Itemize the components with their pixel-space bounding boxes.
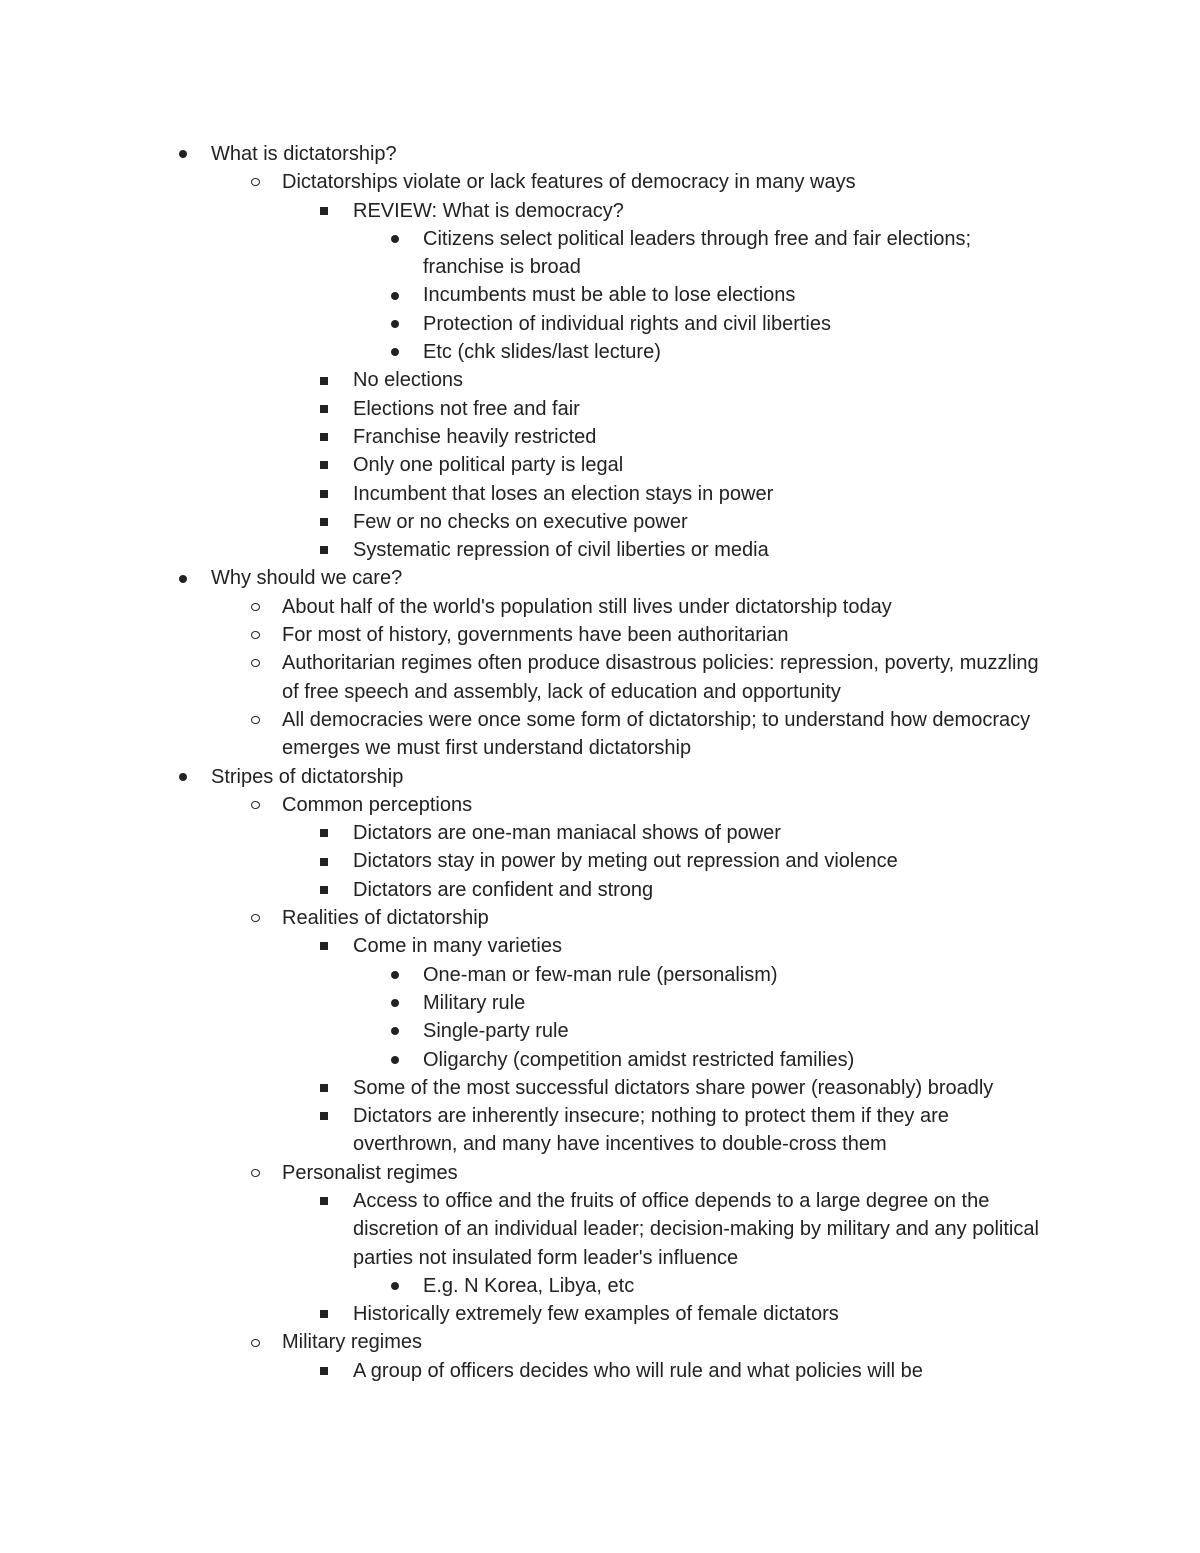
square-bullet-icon (316, 197, 332, 225)
outline-item-level-2 (0, 1102, 1048, 1159)
disc-bullet-icon (387, 989, 403, 1017)
circle-bullet-icon (247, 168, 263, 196)
outline-item-text: Incumbents must be able to lose elections (423, 284, 796, 307)
outline-item-text: Access to office and the fruits of office depends to a large degree on the discretion of an individual leader; decision-making by military and any political parties not insulated form leader's influence (353, 1189, 1039, 1269)
outline-item-text: Few or no checks on executive power (353, 510, 688, 533)
outline-item-level-3 (0, 1046, 1023, 1074)
outline-item-level-2 (0, 395, 1048, 423)
disc-bullet-icon (387, 1017, 403, 1045)
outline-item-level-1 (0, 649, 1042, 706)
outline-item-level-1 (0, 1328, 1042, 1356)
outline-item-text: Dictators are confident and strong (353, 878, 654, 901)
outline-item-text: Why should we care? (211, 567, 403, 590)
outline-item-text: Etc (chk slides/last lecture) (423, 341, 661, 364)
outline-item-text: No elections (353, 369, 464, 392)
square-bullet-icon (316, 847, 332, 875)
square-bullet-icon (316, 480, 332, 508)
square-bullet-icon (316, 876, 332, 904)
outline-item-text: Dictators are inherently insecure; nothing to protect them if they are overthrown, and many have incentives to double-cross them (353, 1105, 949, 1156)
outline-item-level-2 (0, 1300, 1048, 1328)
outline-item-level-0 (0, 763, 1041, 791)
outline-item-level-3 (0, 310, 1023, 338)
outline-item-level-3 (0, 1017, 1023, 1045)
circle-bullet-icon (247, 621, 263, 649)
outline-item-level-1 (0, 593, 1042, 621)
outline-item-text: Systematic repression of civil liberties or media (353, 539, 769, 562)
outline-item-level-2 (0, 197, 1048, 225)
outline-item-level-0 (0, 564, 1041, 592)
disc-bullet-icon (387, 338, 403, 366)
outline-item-text: REVIEW: What is democracy? (353, 199, 624, 222)
disc-bullet-icon (387, 961, 403, 989)
outline-item-level-1 (0, 904, 1042, 932)
outline-item-level-2 (0, 451, 1048, 479)
outline-item-text: Only one political party is legal (353, 454, 624, 477)
outline-item-text: One-man or few-man rule (personalism) (423, 963, 778, 986)
outline-item-level-2 (0, 876, 1048, 904)
outline-item-level-3 (0, 281, 1023, 309)
disc-bullet-icon (387, 1272, 403, 1300)
outline-item-text: Citizens select political leaders through free and fair elections; franchise is broad (423, 227, 972, 279)
square-bullet-icon (316, 1357, 332, 1385)
outline-item-level-2 (0, 536, 1048, 564)
square-bullet-icon (316, 1300, 332, 1328)
outline-item-level-2 (0, 423, 1048, 451)
square-bullet-icon (316, 451, 332, 479)
square-bullet-icon (316, 366, 332, 394)
outline-item-level-2 (0, 819, 1048, 847)
outline-item-text: Dictators are one-man maniacal shows of power (353, 822, 781, 845)
outline-item-level-3 (0, 961, 1023, 989)
disc-bullet-icon (387, 1046, 403, 1074)
outline-item-text: Military rule (423, 991, 526, 1014)
disc-bullet-icon (175, 564, 191, 592)
outline-item-text: Elections not free and fair (353, 397, 580, 420)
square-bullet-icon (316, 395, 332, 423)
outline-item-level-2 (0, 1187, 1048, 1272)
outline-item-text: Single-party rule (423, 1020, 569, 1043)
outline-item-level-3 (0, 338, 1023, 366)
outline-item-text: Authoritarian regimes often produce disastrous policies: repression, poverty, muzzling of free speech and assembly, lack of education and opportunity (282, 652, 1039, 703)
square-bullet-icon (316, 1102, 332, 1130)
outline-item-level-2 (0, 932, 1048, 960)
outline-item-level-3 (0, 1272, 1023, 1300)
outline-item-text: A group of officers decides who will rule and what policies will be (353, 1359, 923, 1382)
disc-bullet-icon (387, 310, 403, 338)
outline-item-text: Common perceptions (282, 793, 473, 816)
circle-bullet-icon (247, 649, 263, 677)
circle-bullet-icon (247, 1159, 263, 1187)
document-body (0, 140, 1200, 1385)
circle-bullet-icon (247, 904, 263, 932)
outline-item-level-0 (0, 140, 1041, 168)
outline-item-text: E.g. N Korea, Libya, etc (423, 1274, 635, 1297)
outline-item-level-3 (0, 989, 1023, 1017)
square-bullet-icon (316, 1074, 332, 1102)
outline-item-text: Historically extremely few examples of female dictators (353, 1303, 839, 1326)
square-bullet-icon (316, 536, 332, 564)
outline-item-text: All democracies were once some form of dictatorship; to understand how democracy emerges we must first understand dictatorship (282, 708, 1031, 760)
outline-item-text: Some of the most successful dictators share power (reasonably) broadly (353, 1076, 994, 1099)
outline-item-text: Come in many varieties (353, 935, 562, 958)
outline-item-text: Military regimes (282, 1331, 423, 1354)
circle-bullet-icon (247, 593, 263, 621)
outline-item-text: Protection of individual rights and civil liberties (423, 312, 831, 335)
outline-item-text: Personalist regimes (282, 1161, 458, 1184)
outline-item-level-2 (0, 508, 1048, 536)
outline-item-text: Dictatorships violate or lack features of democracy in many ways (282, 171, 856, 194)
outline-item-level-3 (0, 225, 1023, 282)
square-bullet-icon (316, 508, 332, 536)
square-bullet-icon (316, 819, 332, 847)
disc-bullet-icon (175, 140, 191, 168)
outline-item-text: Stripes of dictatorship (211, 765, 404, 788)
outline-item-text: Incumbent that loses an election stays in power (353, 482, 774, 505)
outline-item-text: Franchise heavily restricted (353, 425, 597, 448)
outline-item-level-1 (0, 621, 1042, 649)
outline-item-text: What is dictatorship? (211, 143, 397, 165)
square-bullet-icon (316, 1187, 332, 1215)
outline-item-level-2 (0, 480, 1048, 508)
outline-item-level-2 (0, 1074, 1048, 1102)
disc-bullet-icon (387, 225, 403, 253)
outline-item-text: Oligarchy (competition amidst restricted families) (423, 1048, 855, 1071)
outline-item-level-2 (0, 847, 1048, 875)
outline-item-text: About half of the world's population still lives under dictatorship today (282, 595, 892, 618)
circle-bullet-icon (247, 706, 263, 734)
outline-item-level-1 (0, 168, 1042, 196)
outline-item-level-2 (0, 1357, 1048, 1385)
disc-bullet-icon (387, 281, 403, 309)
circle-bullet-icon (247, 1328, 263, 1356)
square-bullet-icon (316, 932, 332, 960)
outline-item-text: For most of history, governments have been authoritarian (282, 624, 789, 647)
outline-item-level-1 (0, 1159, 1042, 1187)
circle-bullet-icon (247, 791, 263, 819)
outline-item-text: Dictators stay in power by meting out repression and violence (353, 850, 898, 873)
outline-item-level-1 (0, 791, 1042, 819)
outline-item-level-2 (0, 366, 1048, 394)
disc-bullet-icon (175, 763, 191, 791)
square-bullet-icon (316, 423, 332, 451)
outline-item-text: Realities of dictatorship (282, 907, 489, 930)
outline-item-level-1 (0, 706, 1042, 763)
